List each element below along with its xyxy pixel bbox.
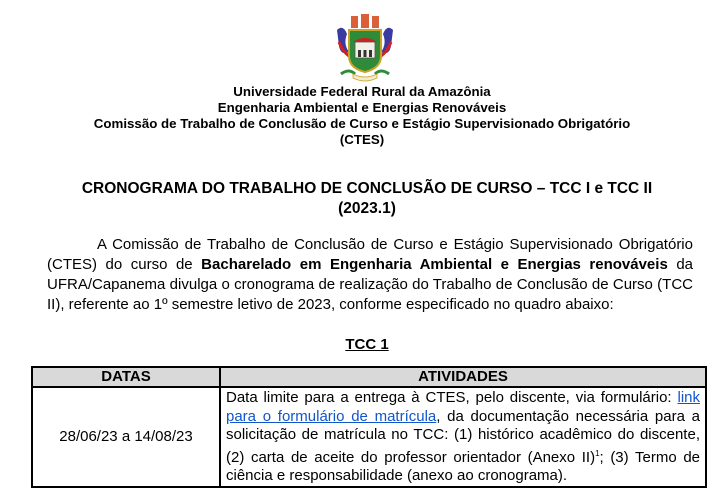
column-header-dates: DATAS xyxy=(32,367,220,387)
schedule-table xyxy=(31,366,707,488)
institution-header xyxy=(0,84,724,148)
commission-name: Comissão de Trabalho de Conclusão de Curso e Estágio Supervisionado Obrigatório xyxy=(93,116,631,131)
university-crest-logo xyxy=(333,12,397,84)
intro-paragraph xyxy=(47,235,693,315)
activity-text-cont: , da documentação necessária para a solicitação de matrícula no TCC: (1) histórico acadêmico do discente, (2) carta de aceite do professor orientador (Anexo II) xyxy=(226,407,701,466)
activity-text-end: ; (3) Termo de ciência e responsabilidade (anexo ao cronograma). xyxy=(226,448,700,484)
course-name: Engenharia Ambiental e Energias Renováveis xyxy=(217,100,507,115)
university-name: Universidade Federal Rural da Amazônia xyxy=(233,84,491,99)
intro-text: A Comissão de Trabalho de Conclusão de Curso e Estágio Supervisionado Obrigatório (CTES) do curso de xyxy=(47,236,693,273)
intro-course-bold: Bacharelado em Engenharia Ambiental e Energias renováveis xyxy=(201,256,668,273)
table-header-row xyxy=(32,367,706,387)
intro-text-end: da UFRA/Capanema divulga o cronograma de realização do Trabalho de Conclusão de Curso (TCC II), referente ao 1º semestre letivo de 2023, conforme especificado no quadro abaixo: xyxy=(47,256,694,313)
activity-text: Data limite para a entrega à CTES, pelo discente, via formulário: xyxy=(226,389,678,406)
document-title: CRONOGRAMA DO TRABALHO DE CONCLUSÃO DE CURSO – TCC I e TCC II (2023.1) xyxy=(81,180,653,217)
section-title-tcc1: TCC 1 xyxy=(345,336,389,353)
footnote-marker: 1 xyxy=(595,448,600,458)
column-header-activities: ATIVIDADES xyxy=(220,367,706,387)
row-date: 28/06/23 a 14/08/23 xyxy=(32,387,220,487)
enrollment-form-link[interactable]: link para o formulário de matrícula xyxy=(226,389,700,425)
commission-acronym: (CTES) xyxy=(339,132,385,147)
